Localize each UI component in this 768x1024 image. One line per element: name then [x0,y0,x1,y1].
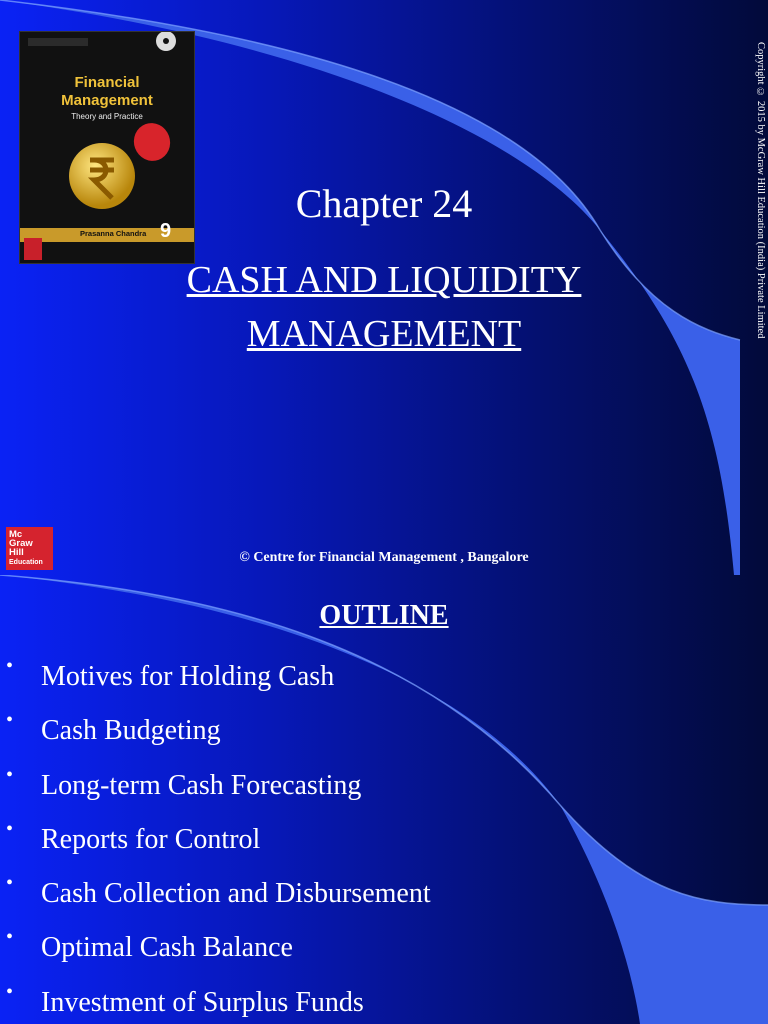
slide-title-line2: MANAGEMENT [246,313,522,355]
list-item-text: Optimal Cash Balance [41,932,293,964]
book-subtitle: Theory and Practice [71,112,143,121]
book-title-line1: Financial [74,74,140,91]
bullet-icon: • [6,980,14,1003]
list-item-text: Long-term Cash Forecasting [41,769,362,801]
list-item-text: Cash Budgeting [41,715,221,747]
outline-heading: OUTLINE [319,600,449,631]
bullet-icon: • [6,709,14,732]
outline-slide [0,575,768,1024]
bullet-icon: • [6,872,14,895]
chapter-number: Chapter 24 [295,181,473,226]
logo-line-mc: Mc [9,529,23,540]
slide-title [120,253,648,361]
book-title-line2: Management [61,92,153,109]
book-author: Prasanna Chandra [80,229,147,238]
bullet-icon: • [6,655,14,677]
slide-title-line1: CASH AND LIQUIDITY [186,259,582,301]
book-cover-image [19,31,195,264]
logo-line-graw: Graw [9,538,33,549]
book-publisher-mark [24,238,42,260]
book-top-banner [28,38,88,46]
centre-credit: © Centre for Financial Management , Bangalore [239,550,529,565]
logo-line-hill: Hill [9,547,24,558]
bullet-icon: • [6,817,14,840]
book-edition: 9 [160,220,172,242]
bullet-icon: • [6,926,14,949]
list-item-text: Cash Collection and Disbursement [41,878,431,910]
cd-icon [152,31,180,52]
side-copyright: Copyright © 2015 by McGraw Hill Education (India) Private Limited [755,42,766,339]
list-item-text: Reports for Control [41,823,261,855]
list-item-text: Motives for Holding Cash [41,661,335,692]
list-item-text: Investment of Surplus Funds [41,986,364,1018]
logo-line-education: Education [9,559,43,566]
bullet-icon: • [6,763,14,786]
